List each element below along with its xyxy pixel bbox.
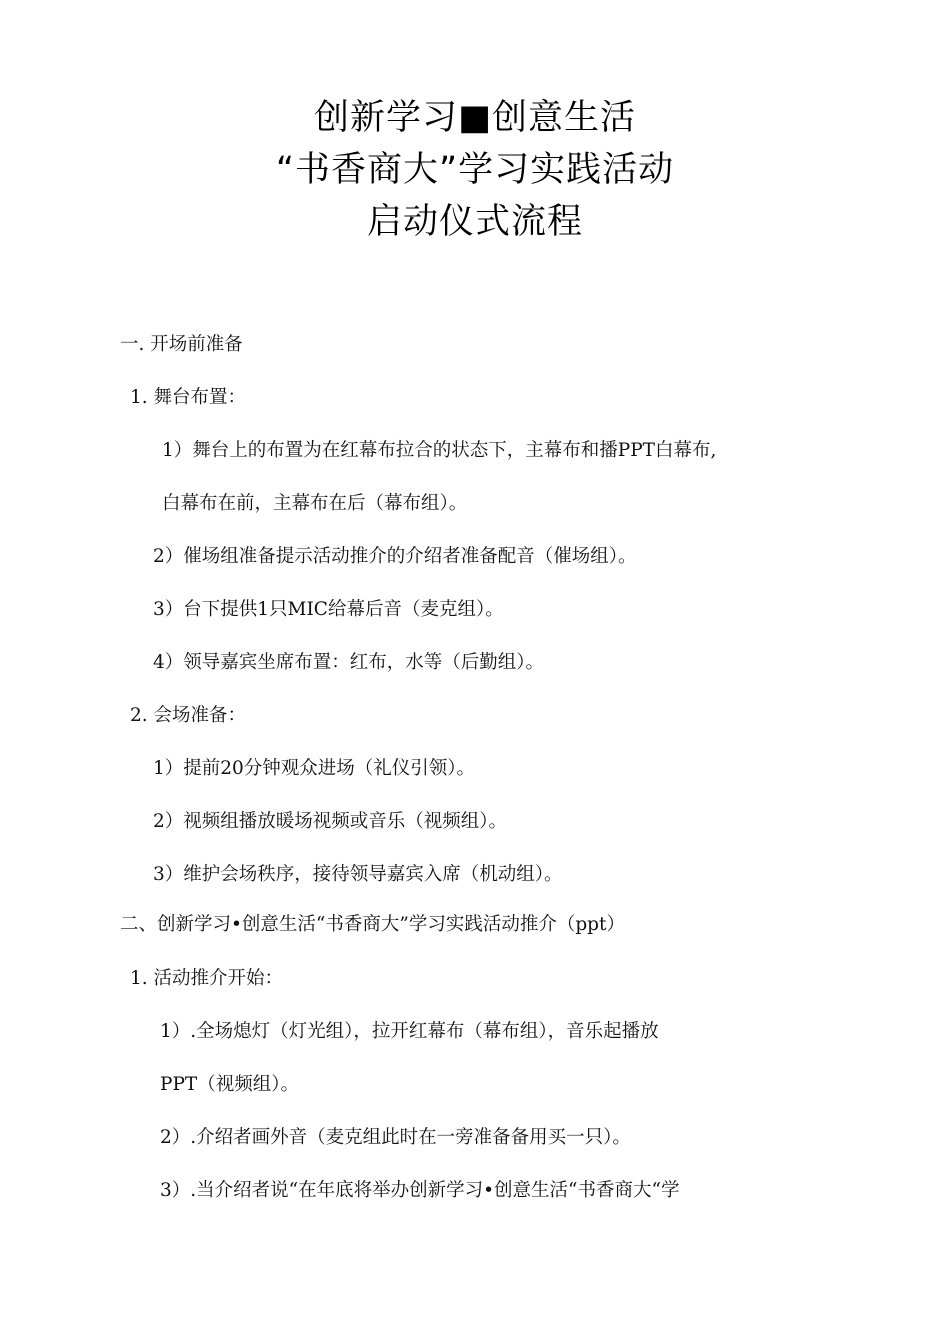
venue-item-2: 2）视频组播放暖场视频或音乐（视频组）。	[153, 811, 508, 832]
launch-item-3: 3）.当介绍者说“在年底将举办创新学习•创意生活“书香商大“学	[160, 1180, 680, 1201]
section-2-heading: 二、创新学习•创意生活“书香商大”学习实践活动推介（ppt）	[120, 914, 625, 935]
section-1-heading: 一. 开场前准备	[120, 334, 243, 355]
venue-item-3: 3）维护会场秩序，接待领导嘉宾入席（机动组）。	[153, 864, 563, 885]
stage-item-4: 4）领导嘉宾坐席布置：红布，水等（后勤组）。	[153, 652, 545, 673]
venue-item-1: 1）提前20分钟观众进场（礼仪引领）。	[153, 758, 476, 779]
title-line-2: “书香商大”学习实践活动	[275, 150, 675, 190]
stage-item-1-line-1: 1）舞台上的布置为在红幕布拉合的状态下，主幕布和播PPT白幕布,	[162, 440, 717, 461]
stage-item-1-line-2: 白幕布在前，主幕布在后（幕布组）。	[162, 493, 468, 514]
title-line-3: 启动仪式流程	[366, 202, 583, 242]
document-title	[0, 92, 950, 248]
stage-item-3: 3）台下提供1只MIC给幕后音（麦克组）。	[153, 599, 504, 620]
launch-item-1-line-1: 1）.全场熄灯（灯光组），拉开红幕布（幕布组），音乐起播放	[160, 1021, 659, 1042]
title-line-1: 创新学习■创意生活	[313, 98, 637, 138]
venue-setup-heading: 2. 会场准备：	[130, 705, 247, 726]
launch-item-1-line-2: PPT（视频组）。	[160, 1074, 299, 1095]
launch-start-heading: 1. 活动推介开始：	[130, 968, 284, 989]
stage-item-2: 2）催场组准备提示活动推介的介绍者准备配音（催场组）。	[153, 546, 637, 567]
launch-item-2: 2）.介绍者画外音（麦克组此时在一旁准备备用买一只）。	[160, 1127, 631, 1148]
stage-setup-heading: 1. 舞台布置：	[130, 387, 247, 408]
